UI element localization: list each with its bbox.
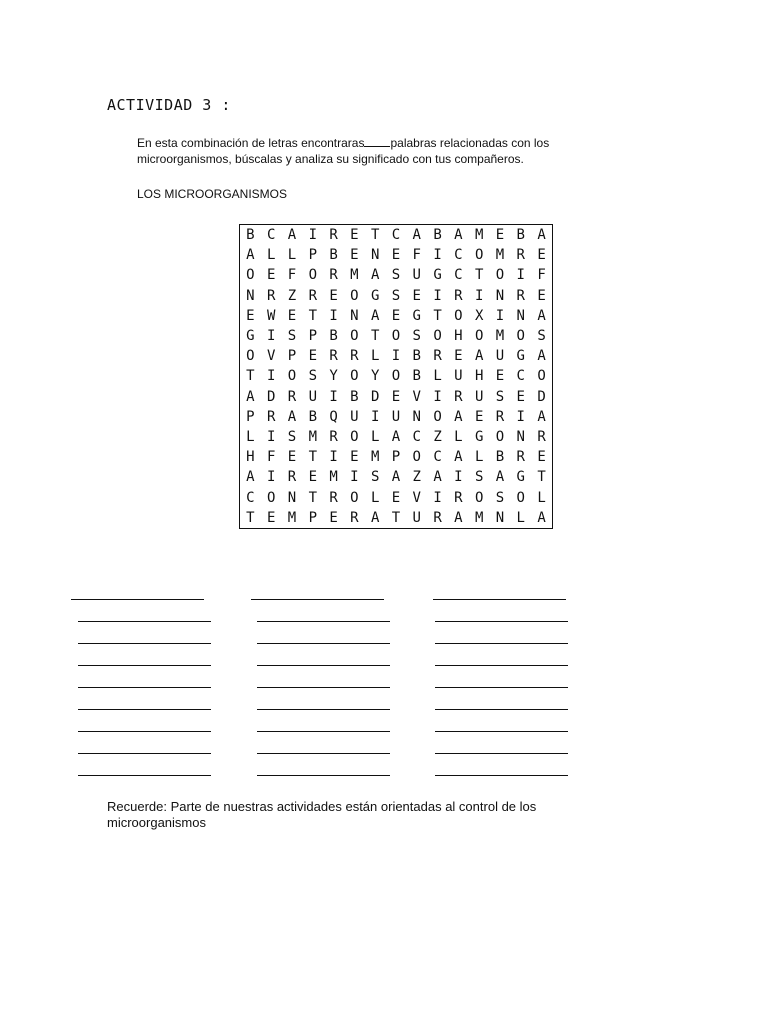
grid-letter-cell[interactable]: X — [474, 307, 484, 324]
grid-letter-cell[interactable]: B — [350, 388, 359, 405]
grid-letter-cell[interactable]: O — [474, 328, 484, 345]
grid-letter-cell[interactable]: C — [266, 227, 276, 244]
grid-letter-cell[interactable]: G — [433, 267, 442, 284]
activity-title: ACTIVIDAD 3 : — [107, 96, 231, 114]
grid-letter-cell[interactable]: Q — [329, 408, 338, 425]
grid-letter-cell[interactable]: E — [308, 469, 317, 486]
grid-letter-cell[interactable]: C — [516, 368, 525, 385]
grid-letter-cell[interactable]: T — [537, 469, 546, 486]
answer-line[interactable] — [257, 709, 390, 710]
grid-letter-cell[interactable]: B — [308, 408, 317, 425]
word-count-blank[interactable] — [364, 136, 390, 147]
answer-line[interactable] — [257, 665, 390, 666]
grid-letter-cell[interactable]: A — [391, 469, 401, 486]
grid-letter-cell[interactable]: A — [495, 469, 505, 486]
grid-letter-cell[interactable]: A — [433, 469, 442, 486]
grid-letter-cell[interactable]: T — [391, 509, 401, 526]
grid-letter-cell[interactable]: I — [454, 469, 463, 486]
grid-letter-cell[interactable]: I — [329, 449, 338, 466]
grid-letter-cell[interactable]: A — [454, 408, 463, 425]
answer-line[interactable] — [435, 731, 568, 732]
grid-letter-cell[interactable]: F — [412, 247, 421, 264]
grid-letter-cell[interactable]: E — [391, 247, 401, 264]
grid-letter-cell[interactable]: A — [454, 449, 463, 466]
grid-letter-cell[interactable]: A — [287, 227, 297, 244]
grid-letter-cell[interactable]: E — [350, 449, 359, 466]
grid-letter-cell[interactable]: V — [412, 489, 421, 506]
grid-letter-cell[interactable]: T — [246, 368, 255, 385]
grid-letter-cell[interactable]: R — [329, 348, 338, 365]
grid-letter-cell[interactable]: M — [495, 247, 505, 264]
grid-letter-cell[interactable]: S — [495, 388, 505, 405]
grid-letter-cell[interactable]: G — [370, 287, 380, 304]
grid-letter-cell[interactable]: A — [246, 469, 255, 486]
grid-letter-cell[interactable]: A — [370, 267, 380, 284]
grid-letter-cell[interactable]: T — [308, 307, 317, 324]
grid-letter-cell[interactable]: U — [454, 368, 463, 385]
grid-letter-cell[interactable]: S — [391, 287, 401, 304]
grid-letter-cell[interactable]: E — [537, 247, 546, 264]
grid-letter-cell[interactable]: C — [433, 449, 442, 466]
grid-letter-cell[interactable]: G — [516, 469, 525, 486]
answer-line[interactable] — [435, 665, 568, 666]
grid-letter-cell[interactable]: E — [266, 267, 276, 284]
grid-letter-cell[interactable]: A — [246, 247, 255, 264]
grid-letter-cell[interactable]: I — [308, 227, 317, 244]
answer-line[interactable] — [257, 753, 390, 754]
grid-letter-cell[interactable]: F — [287, 267, 297, 284]
grid-letter-cell[interactable]: E — [391, 489, 401, 506]
answer-line[interactable] — [251, 599, 384, 600]
grid-letter-cell[interactable]: E — [516, 388, 525, 405]
grid-letter-cell[interactable]: U — [495, 348, 505, 365]
grid-letter-cell[interactable]: C — [412, 428, 421, 445]
grid-letter-cell[interactable]: U — [412, 267, 421, 284]
grid-letter-cell[interactable]: A — [370, 509, 380, 526]
grid-letter-cell[interactable]: A — [537, 348, 546, 365]
answer-line[interactable] — [435, 643, 568, 644]
grid-letter-cell[interactable]: A — [412, 227, 421, 244]
grid-letter-cell[interactable]: O — [350, 368, 359, 385]
grid-letter-cell[interactable]: R — [329, 489, 338, 506]
grid-letter-cell[interactable]: E — [537, 449, 546, 466]
grid-letter-cell[interactable]: E — [308, 348, 317, 365]
answer-line[interactable] — [435, 753, 568, 754]
grid-letter-cell[interactable]: T — [370, 227, 380, 244]
grid-letter-cell[interactable]: M — [474, 227, 484, 244]
grid-letter-cell[interactable]: E — [391, 388, 401, 405]
grid-letter-cell[interactable]: B — [329, 328, 338, 345]
grid-letter-cell[interactable]: U — [350, 408, 359, 425]
grid-letter-cell[interactable]: I — [370, 408, 380, 425]
answer-line[interactable] — [78, 775, 211, 776]
grid-letter-cell[interactable]: B — [516, 227, 525, 244]
grid-letter-cell[interactable]: P — [308, 509, 317, 526]
grid-letter-cell[interactable]: I — [266, 328, 276, 345]
answer-line[interactable] — [78, 731, 211, 732]
grid-letter-cell[interactable]: M — [287, 509, 297, 526]
grid-letter-cell[interactable]: O — [433, 408, 442, 425]
grid-letter-cell[interactable]: P — [246, 408, 255, 425]
grid-letter-cell[interactable]: S — [391, 267, 401, 284]
answer-line[interactable] — [78, 621, 211, 622]
grid-letter-cell[interactable]: B — [495, 449, 505, 466]
grid-letter-cell[interactable]: I — [391, 348, 401, 365]
grid-letter-cell[interactable]: M — [308, 428, 317, 445]
grid-row — [240, 487, 553, 507]
grid-letter-cell[interactable]: C — [454, 247, 463, 264]
grid-letter-cell[interactable]: O — [350, 428, 359, 445]
grid-letter-cell[interactable]: I — [516, 267, 525, 284]
grid-letter-cell[interactable]: E — [454, 348, 463, 365]
grid-letter-cell[interactable]: O — [350, 328, 359, 345]
grid-row — [240, 407, 553, 427]
grid-letter-cell[interactable]: N — [370, 247, 380, 264]
grid-letter-cell[interactable]: F — [266, 449, 276, 466]
grid-letter-cell[interactable]: I — [495, 307, 505, 324]
grid-letter-cell[interactable]: Z — [433, 428, 442, 445]
grid-letter-cell[interactable]: O — [246, 267, 255, 284]
grid-letter-cell[interactable]: L — [370, 428, 380, 445]
grid-letter-cell[interactable]: A — [454, 227, 463, 244]
grid-letter-cell[interactable]: G — [412, 307, 421, 324]
grid-letter-cell[interactable]: B — [412, 348, 421, 365]
grid-letter-cell[interactable]: A — [370, 307, 380, 324]
grid-letter-cell[interactable]: M — [495, 328, 505, 345]
answer-line[interactable] — [257, 643, 390, 644]
grid-letter-cell[interactable]: T — [433, 307, 442, 324]
grid-row — [240, 306, 553, 326]
grid-letter-cell[interactable]: R — [454, 489, 463, 506]
grid-row — [240, 508, 553, 529]
answer-line[interactable] — [257, 731, 390, 732]
grid-letter-cell[interactable]: N — [412, 408, 421, 425]
grid-letter-cell[interactable]: E — [495, 368, 505, 385]
answer-line[interactable] — [78, 665, 211, 666]
grid-letter-cell[interactable]: I — [266, 428, 276, 445]
grid-letter-cell[interactable]: A — [474, 348, 484, 365]
grid-letter-cell[interactable]: A — [537, 408, 546, 425]
grid-letter-cell[interactable]: I — [329, 388, 338, 405]
grid-letter-cell[interactable]: G — [246, 328, 255, 345]
grid-letter-cell[interactable]: O — [391, 368, 401, 385]
grid-letter-cell[interactable]: I — [433, 489, 442, 506]
grid-letter-cell[interactable]: A — [454, 509, 463, 526]
grid-letter-cell[interactable]: B — [412, 368, 421, 385]
grid-letter-cell[interactable]: E — [412, 287, 421, 304]
grid-letter-cell[interactable]: E — [266, 509, 276, 526]
grid-letter-cell[interactable]: S — [308, 368, 317, 385]
grid-letter-cell[interactable]: B — [329, 247, 338, 264]
grid-letter-cell[interactable]: A — [391, 428, 401, 445]
grid-letter-cell[interactable]: R — [329, 428, 338, 445]
grid-letter-cell[interactable]: C — [391, 227, 401, 244]
grid-letter-cell[interactable]: R — [329, 267, 338, 284]
grid-letter-cell[interactable]: N — [516, 428, 525, 445]
grid-letter-cell[interactable]: O — [266, 489, 276, 506]
grid-letter-cell[interactable]: R — [287, 388, 297, 405]
grid-letter-cell[interactable]: O — [350, 287, 359, 304]
grid-letter-cell[interactable]: R — [350, 348, 359, 365]
grid-row — [240, 286, 553, 306]
answer-line[interactable] — [257, 687, 390, 688]
grid-row — [240, 225, 553, 246]
grid-letter-cell[interactable]: O — [350, 489, 359, 506]
grid-letter-cell[interactable]: E — [329, 509, 338, 526]
grid-letter-cell[interactable]: S — [537, 328, 546, 345]
word-search-grid — [239, 224, 553, 529]
answer-line[interactable] — [435, 775, 568, 776]
answer-line[interactable] — [78, 753, 211, 754]
grid-letter-cell[interactable]: I — [350, 469, 359, 486]
grid-letter-cell[interactable]: L — [370, 348, 380, 365]
grid-letter-cell[interactable]: M — [329, 469, 338, 486]
grid-row — [240, 245, 553, 265]
grid-letter-cell[interactable]: E — [350, 247, 359, 264]
grid-letter-cell[interactable]: T — [308, 489, 317, 506]
grid-letter-cell[interactable]: I — [474, 287, 484, 304]
grid-letter-cell[interactable]: V — [412, 388, 421, 405]
grid-letter-cell[interactable]: E — [391, 307, 401, 324]
grid-row — [240, 366, 553, 386]
grid-letter-cell[interactable]: L — [474, 449, 484, 466]
answer-line[interactable] — [257, 775, 390, 776]
grid-letter-cell[interactable]: A — [537, 307, 546, 324]
grid-row — [240, 467, 553, 487]
grid-letter-cell[interactable]: A — [537, 227, 546, 244]
grid-letter-cell[interactable]: Z — [412, 469, 421, 486]
grid-letter-cell[interactable]: O — [454, 307, 463, 324]
grid-letter-cell[interactable]: M — [350, 267, 359, 284]
grid-letter-cell[interactable]: R — [454, 388, 463, 405]
grid-letter-cell[interactable]: L — [246, 428, 255, 445]
instructions-text-start: En esta combinación de letras encontraras — [137, 136, 365, 150]
grid-letter-cell[interactable]: U — [391, 408, 401, 425]
grid-letter-cell[interactable]: I — [266, 469, 276, 486]
instructions — [137, 135, 607, 167]
grid-letter-cell[interactable]: T — [370, 328, 380, 345]
grid-letter-cell[interactable]: O — [495, 267, 505, 284]
grid-row — [240, 265, 553, 285]
grid-letter-cell[interactable]: O — [495, 428, 505, 445]
grid-letter-cell[interactable]: U — [412, 509, 421, 526]
grid-letter-cell[interactable]: E — [287, 307, 297, 324]
answer-line[interactable] — [433, 599, 566, 600]
grid-letter-cell[interactable]: N — [495, 287, 505, 304]
grid-letter-cell[interactable]: D — [537, 388, 546, 405]
grid-letter-cell[interactable]: O — [474, 247, 484, 264]
grid-letter-cell[interactable]: A — [287, 408, 297, 425]
grid-letter-cell[interactable]: O — [516, 328, 525, 345]
grid-letter-cell[interactable]: Z — [287, 287, 297, 304]
grid-letter-cell[interactable]: T — [474, 267, 484, 284]
grid-letter-cell[interactable]: R — [433, 509, 442, 526]
grid-letter-cell[interactable]: S — [370, 469, 380, 486]
grid-letter-cell[interactable]: O — [474, 489, 484, 506]
grid-letter-cell[interactable]: N — [350, 307, 359, 324]
grid-letter-cell[interactable]: B — [246, 227, 255, 244]
grid-letter-cell[interactable]: Y — [370, 368, 380, 385]
grid-row — [240, 427, 553, 447]
grid-letter-cell[interactable]: I — [433, 247, 442, 264]
grid-letter-cell[interactable]: D — [370, 388, 380, 405]
grid-letter-cell[interactable]: T — [246, 509, 255, 526]
grid-letter-cell[interactable]: R — [516, 449, 525, 466]
grid-row — [240, 346, 553, 366]
grid-row — [240, 387, 553, 407]
grid-letter-cell[interactable]: M — [474, 509, 484, 526]
grid-letter-cell[interactable]: H — [474, 368, 484, 385]
grid-letter-cell[interactable]: I — [433, 287, 442, 304]
answer-line[interactable] — [78, 687, 211, 688]
grid-letter-cell[interactable]: E — [474, 408, 484, 425]
grid-letter-cell[interactable]: N — [246, 287, 255, 304]
grid-letter-cell[interactable]: G — [474, 428, 484, 445]
grid-letter-cell[interactable]: O — [246, 348, 255, 365]
grid-letter-cell[interactable]: C — [454, 267, 463, 284]
grid-letter-cell[interactable]: O — [516, 489, 525, 506]
grid-letter-cell[interactable]: O — [537, 368, 546, 385]
grid-row — [240, 326, 553, 346]
grid-letter-cell[interactable]: R — [454, 287, 463, 304]
grid-letter-cell[interactable]: G — [516, 348, 525, 365]
grid-letter-cell[interactable]: E — [537, 287, 546, 304]
grid-letter-cell[interactable]: O — [391, 328, 401, 345]
grid-letter-cell[interactable]: S — [474, 469, 484, 486]
grid-letter-cell[interactable]: R — [495, 408, 505, 425]
grid-letter-cell[interactable]: S — [287, 428, 297, 445]
reminder-note: Recuerde: Parte de nuestras actividades están orientadas al control de los microorganismos — [107, 799, 537, 830]
word-search-subtitle: LOS MICROORGANISMOS — [137, 187, 288, 201]
grid-letter-cell[interactable]: W — [266, 307, 276, 324]
grid-letter-cell[interactable]: L — [537, 489, 546, 506]
grid-letter-cell[interactable]: S — [495, 489, 505, 506]
grid-letter-cell[interactable]: O — [308, 267, 317, 284]
grid-letter-cell[interactable]: O — [433, 328, 442, 345]
grid-letter-cell[interactable]: I — [516, 408, 525, 425]
grid-letter-cell[interactable]: R — [266, 408, 276, 425]
grid-letter-cell[interactable]: Y — [329, 368, 338, 385]
grid-letter-cell[interactable]: V — [266, 348, 276, 365]
grid-letter-cell[interactable]: C — [246, 489, 255, 506]
answer-line[interactable] — [71, 599, 204, 600]
answer-line[interactable] — [435, 621, 568, 622]
grid-letter-cell[interactable]: S — [412, 328, 421, 345]
grid-letter-cell[interactable]: I — [266, 368, 276, 385]
grid-letter-cell[interactable]: L — [433, 368, 442, 385]
grid-letter-cell[interactable]: R — [308, 287, 317, 304]
grid-letter-cell[interactable]: L — [370, 489, 380, 506]
grid-letter-cell[interactable]: M — [370, 449, 380, 466]
grid-letter-cell[interactable]: O — [412, 449, 421, 466]
grid-letter-cell[interactable]: R — [516, 287, 525, 304]
grid-letter-cell[interactable]: I — [329, 307, 338, 324]
grid-letter-cell[interactable]: H — [246, 449, 255, 466]
grid-letter-cell[interactable]: L — [454, 428, 463, 445]
grid-letter-cell[interactable]: U — [474, 388, 484, 405]
grid-letter-cell[interactable]: D — [266, 388, 276, 405]
grid-letter-cell[interactable]: U — [308, 388, 317, 405]
grid-letter-cell[interactable]: S — [287, 328, 297, 345]
grid-letter-cell[interactable]: T — [308, 449, 317, 466]
grid-letter-cell[interactable]: R — [287, 469, 297, 486]
grid-letter-cell[interactable]: R — [329, 227, 338, 244]
grid-letter-cell[interactable]: N — [287, 489, 297, 506]
grid-letter-cell[interactable]: R — [266, 287, 276, 304]
grid-letter-cell[interactable]: L — [266, 247, 276, 264]
grid-letter-cell[interactable]: R — [516, 247, 525, 264]
answer-line[interactable] — [435, 709, 568, 710]
grid-letter-cell[interactable]: R — [433, 348, 442, 365]
grid-row — [240, 447, 553, 467]
grid-letter-cell[interactable]: I — [433, 388, 442, 405]
grid-letter-cell[interactable]: O — [287, 368, 297, 385]
grid-letter-cell[interactable]: A — [246, 388, 255, 405]
grid-letter-cell[interactable]: R — [537, 428, 546, 445]
grid-letter-cell[interactable]: H — [454, 328, 463, 345]
grid-letter-cell[interactable]: P — [308, 328, 317, 345]
answer-line[interactable] — [78, 709, 211, 710]
grid-letter-cell[interactable]: E — [329, 287, 338, 304]
grid-letter-cell[interactable]: E — [287, 449, 297, 466]
grid-letter-cell[interactable]: E — [495, 227, 505, 244]
grid-letter-cell[interactable]: N — [516, 307, 525, 324]
grid-letter-cell[interactable]: E — [350, 227, 359, 244]
grid-letter-cell[interactable]: N — [495, 509, 505, 526]
grid-letter-cell[interactable]: P — [287, 348, 297, 365]
grid-letter-cell[interactable]: P — [308, 247, 317, 264]
grid-letter-cell[interactable]: E — [246, 307, 255, 324]
answer-line[interactable] — [78, 643, 211, 644]
grid-letter-cell[interactable]: F — [537, 267, 546, 284]
answer-line[interactable] — [435, 687, 568, 688]
grid-letter-cell[interactable]: R — [350, 509, 359, 526]
grid-letter-cell[interactable]: B — [433, 227, 442, 244]
grid-letter-cell[interactable]: L — [516, 509, 525, 526]
grid-letter-cell[interactable]: A — [537, 509, 546, 526]
instructions-text-end: palabras relacionadas con los microorganismos, búscalas y analiza su significado con tus compañeros. — [137, 136, 550, 166]
grid-letter-cell[interactable]: P — [391, 449, 401, 466]
grid-letter-cell[interactable]: L — [287, 247, 297, 264]
answer-line[interactable] — [257, 621, 390, 622]
